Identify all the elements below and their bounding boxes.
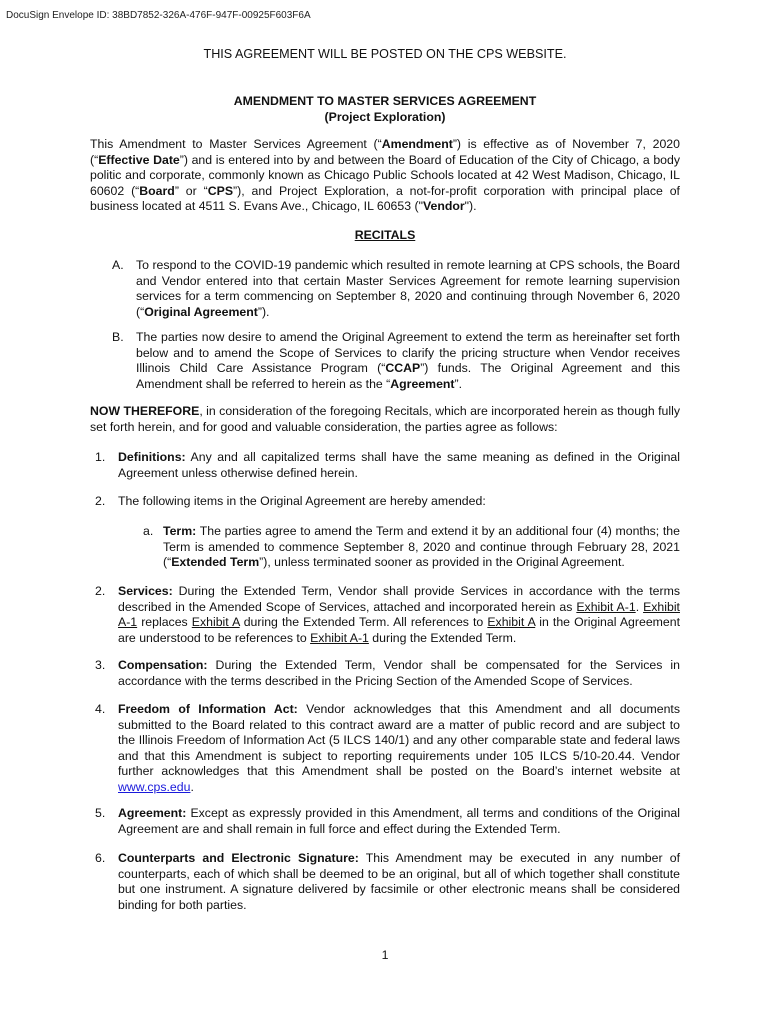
text-run: ”), and Project Exploration, a not-for-profit corporation with principal place of business located at 4511 S. Evans Ave., Chicago, IL 60653 (": [90, 183, 680, 214]
section-number: 3.: [95, 658, 106, 672]
section-services: [118, 584, 680, 646]
section-number: 4.: [95, 702, 106, 716]
posting-notice: THIS AGREEMENT WILL BE POSTED ON THE CPS WEBSITE.: [203, 47, 567, 61]
subitem-term: [163, 524, 680, 571]
text-run: ”) is effective as of November 7, 2020 (“: [90, 137, 680, 167]
cps-website-link[interactable]: www.cps.edu: [118, 779, 191, 794]
text-run: ”.: [454, 376, 463, 391]
subitem-label: a.: [143, 524, 154, 538]
exhibit-reference: Exhibit A-1: [576, 599, 636, 614]
recital-a-label: A.: [112, 258, 124, 272]
text-run: ”).: [257, 304, 270, 319]
text-run: ”) funds. The Original Agreement and this Amendment shall be referred to herein as the “: [136, 361, 680, 391]
recitals-heading: RECITALS: [354, 228, 416, 242]
text-run: replaces: [137, 615, 192, 630]
section-heading: Term:: [163, 524, 197, 538]
text-run: During the Extended Term, Vendor shall provide Services in accordance with the terms described in the Amended Scope of Services, attached and incorporated herein as: [118, 584, 680, 614]
section-definitions: [118, 450, 680, 481]
section-counterparts: [118, 851, 680, 913]
now-therefore-lead: NOW THEREFORE: [90, 404, 200, 418]
section-heading: Services:: [118, 584, 173, 598]
recital-b-label: B.: [112, 330, 124, 344]
text-run: During the Extended Term, Vendor shall be compensated for the Services in accordance with the terms described in the Pricing Section of the Amended Scope of Services.: [118, 658, 680, 688]
term-extended-term: Extended Term: [171, 555, 260, 570]
exhibit-reference: Exhibit A-1: [118, 599, 680, 630]
text-run: ").: [464, 199, 477, 214]
text-run: Vendor acknowledges that this Amendment and all documents submitted to the Board related to this contract award are a matter of public record and are subject to the Illinois Freedom of Information Act (5 ILCS 140/1) and any other comparable state and federal laws and that this Amendment is subject to reporting requirements under 105 ILCS 5/10-20.44. Vendor further acknowledges that this Amendment shall be posted on the Board’s internet website at: [118, 702, 680, 779]
page-number: 1: [381, 948, 389, 962]
section-amended-items: The following items in the Original Agreement are hereby amended:: [118, 494, 486, 508]
recital-b: [136, 330, 680, 392]
text-run: during the Extended Term. All references to: [239, 615, 488, 630]
term-vendor: Vendor: [422, 199, 465, 214]
section-heading: Compensation:: [118, 658, 208, 672]
section-heading: Agreement:: [118, 806, 187, 820]
section-compensation: [118, 658, 680, 689]
text-run: in the Original Agreement are understood to be references to: [118, 615, 681, 645]
text-run: .: [635, 599, 644, 614]
text-run: Except as expressly provided in this Amendment, all terms and conditions of the Original Agreement are and shall remain in full force and effect during the Extended Term.: [118, 806, 680, 836]
text-run: ”), unless terminated sooner as provided in the Original Agreement.: [259, 555, 625, 570]
text-run: during the Extended Term.: [368, 630, 517, 645]
term-ccap: CCAP: [385, 361, 421, 376]
section-number: 1.: [95, 450, 106, 464]
recital-a: [136, 258, 680, 320]
section-heading: Definitions:: [118, 450, 186, 464]
term-amendment: Amendment: [381, 137, 453, 151]
text-run: This Amendment may be executed in any number of counterparts, each of which shall be deemed to be an original, but all of which together shall constitute but one instrument. A signature delivered by facsimile or other electronic means shall be considered binding for both parties.: [118, 851, 680, 912]
now-therefore-paragraph: [90, 404, 680, 435]
term-effective-date: Effective Date: [98, 152, 180, 167]
text-run: To respond to the COVID-19 pandemic which resulted in remote learning at CPS schools, the Board and Vendor entered into that certain Master Services Agreement for remote learning supervision services for a term commencing on September 8, 2020 and continuing through November 6, 2020 (“: [136, 258, 680, 319]
text-run: This Amendment to Master Services Agreement (“: [90, 137, 382, 151]
section-number: 2.: [95, 494, 106, 508]
exhibit-reference: Exhibit A: [191, 615, 240, 630]
text-run: ” or “: [174, 183, 208, 198]
section-number: 6.: [95, 851, 106, 865]
exhibit-reference: Exhibit A: [487, 615, 536, 630]
text-run: The parties now desire to amend the Original Agreement to extend the term as hereinafter set forth below and to amend the Scope of Services to clarify the pricing structure when Vendor receives Illinois Child Care Assistance Program (“: [136, 330, 680, 376]
section-foia: [118, 702, 680, 796]
section-heading: Freedom of Information Act:: [118, 702, 298, 716]
section-number: 5.: [95, 806, 106, 820]
text-run: Any and all capitalized terms shall have the same meaning as defined in the Original Agreement unless otherwise defined herein.: [118, 450, 680, 480]
section-number: 2.: [95, 584, 106, 598]
term-board: Board: [139, 183, 175, 198]
term-agreement: Agreement: [390, 376, 455, 391]
docusign-envelope-id: DocuSign Envelope ID: 38BD7852-326A-476F-947F-00925F603F6A: [6, 10, 311, 21]
text-run: ”) and is entered into by and between the Board of Education of the City of Chicago, a body politic and corporate, commonly known as Chicago Public Schools located at 42 West Madison, Chicago, IL 60602 (“: [90, 152, 680, 198]
text-run: , in consideration of the foregoing Recitals, which are incorporated herein as though fully set forth herein, and for good and valuable consideration, the parties agree as follows:: [90, 404, 681, 434]
text-run: .: [190, 779, 194, 794]
term-cps: CPS: [207, 183, 234, 198]
intro-paragraph: [90, 137, 680, 215]
section-agreement: [118, 806, 680, 837]
exhibit-reference: Exhibit A-1: [310, 630, 369, 645]
title-subtitle: (Project Exploration): [324, 110, 446, 124]
title-main: AMENDMENT TO MASTER SERVICES AGREEMENT: [233, 94, 537, 108]
section-heading: Counterparts and Electronic Signature:: [118, 851, 359, 865]
term-original-agreement: Original Agreement: [144, 304, 258, 319]
text-run: The parties agree to amend the Term and extend it by an additional four (4) months; the Term is amended to commence September 8, 2020 and continue through February 28, 2021 (“: [163, 524, 680, 570]
document-title: [0, 93, 770, 125]
